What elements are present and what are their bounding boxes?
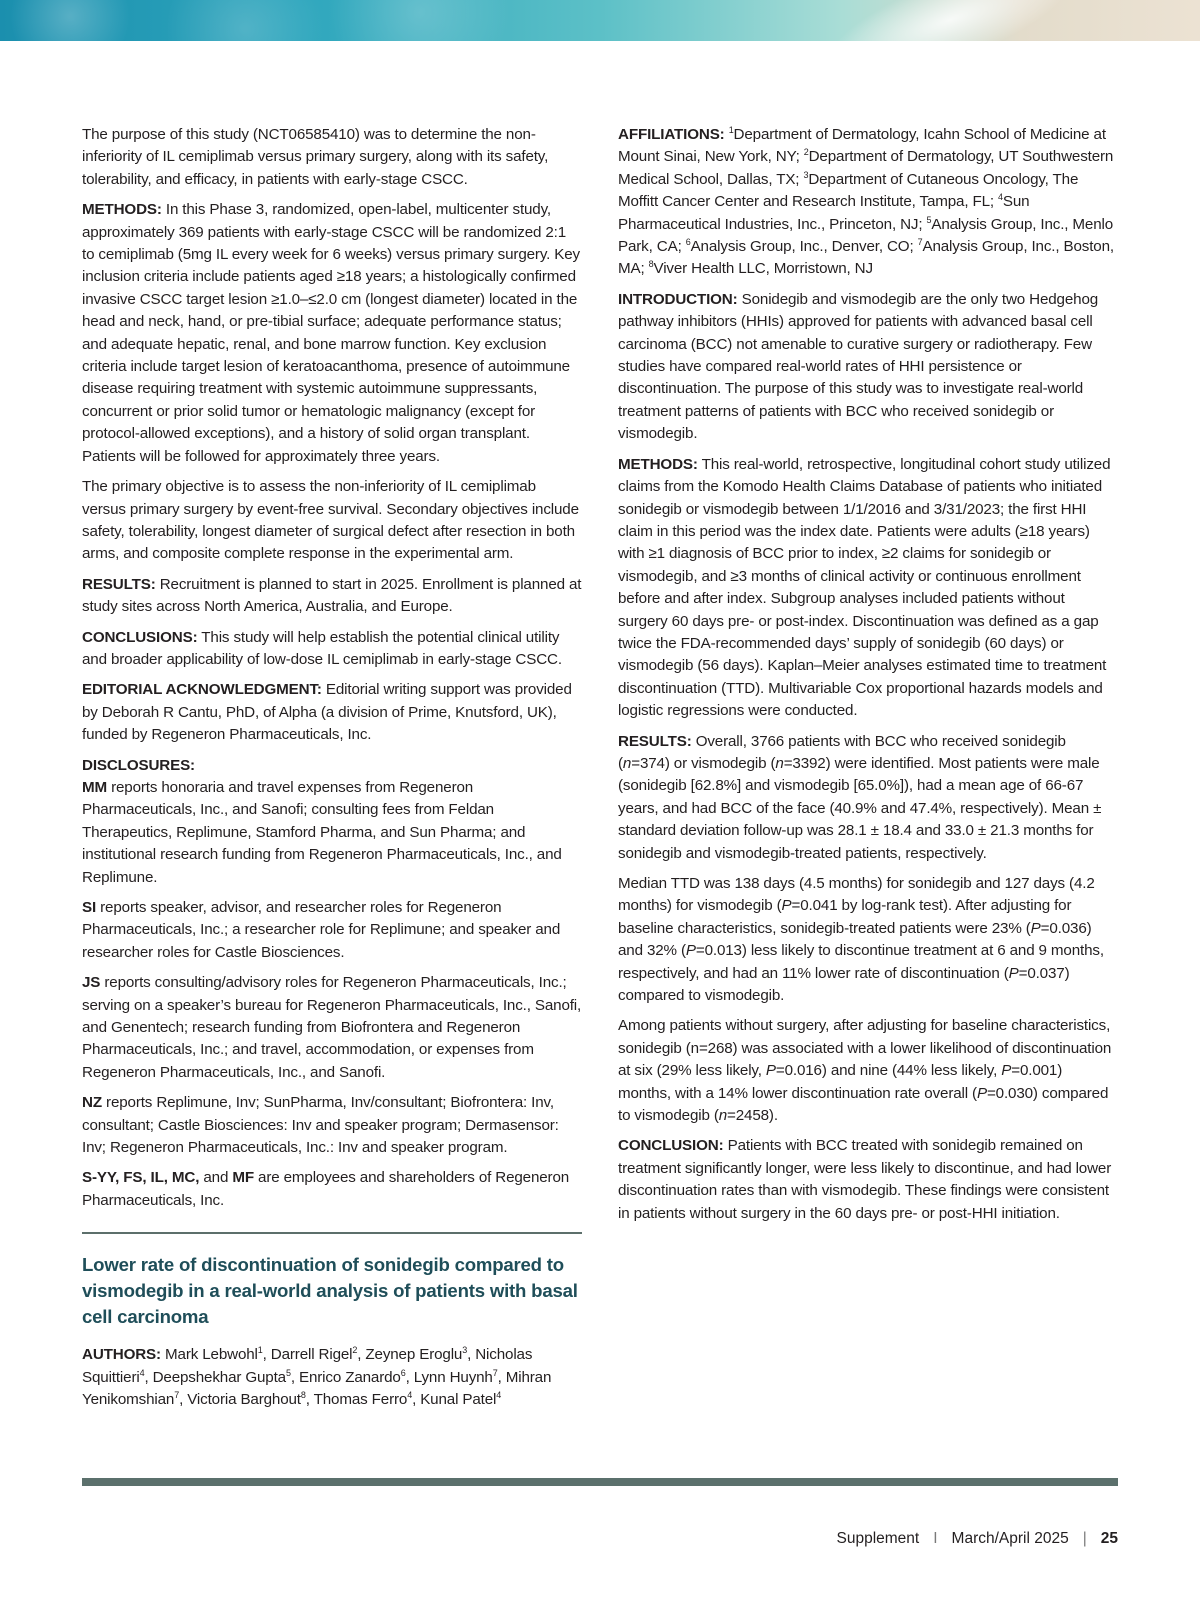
- disclosure-employees: S-YY, FS, IL, MC, and MF are employees and shareholders of Regeneron Pharmaceuticals, Inc.: [82, 1169, 570, 1209]
- author-name: Nicholas Squittieri: [82, 1346, 533, 1386]
- footer-publication: Supplement: [836, 1530, 920, 1547]
- conclusions-paragraph: [82, 627, 582, 672]
- author-affiliation-number: 4: [407, 1390, 413, 1401]
- affiliations-paragraph: [618, 124, 1118, 281]
- methods-paragraph: [82, 199, 582, 468]
- author-name: Zeynep Eroglu: [365, 1346, 463, 1364]
- affiliation-text: Analysis Group, Inc., Boston, MA;: [618, 238, 1114, 278]
- author-name: Thomas Ferro: [313, 1391, 408, 1409]
- author-name: Kunal Patel: [420, 1391, 497, 1409]
- author-affiliation-number: 4: [139, 1367, 145, 1378]
- affiliation-number: 5: [926, 214, 932, 225]
- conclusions-label: CONCLUSIONS:: [82, 628, 198, 646]
- author-affiliation-number: 7: [174, 1390, 180, 1401]
- author-affiliation-number: 2: [352, 1345, 358, 1356]
- author-affiliation-number: 6: [400, 1367, 406, 1378]
- disclosure-mm: MM reports honoraria and travel expenses from Regeneron Pharmaceuticals, Inc., and Sanofi; consulting fees from Feldan Therapeutics, Replimune, Stamford Pharma, and Sun Pharma; and institutional research funding from Regeneron Pharmaceuticals, Inc., and Replimune.: [82, 778, 562, 886]
- disclosures-heading: DISCLOSURES:: [82, 756, 195, 774]
- banner-wave-foam: [814, 0, 1086, 41]
- affiliation-number: 1: [728, 124, 734, 135]
- footer-separator: |: [1082, 1530, 1087, 1547]
- methods-label-right: METHODS:: [618, 455, 698, 473]
- disclosure-nz: NZ reports Replimune, Inv; SunPharma, Inv/consultant; Biofrontera: Inv, consultant; Castle Biosciences: Inv and speaker program; Dermasensor: Inv; Regeneron Pharmaceuticals, Inc.: Inv and speaker program.: [82, 1094, 559, 1157]
- author-name: Enrico Zanardo: [298, 1368, 401, 1386]
- authors-list: Mark Lebwohl$^1$, Darrell Rigel$^2$, Zeynep Eroglu$^3$, Nicholas Squittieri$^4$, Deepshekhar Gupta$^5$, Enrico Zanardo$^6$, Lynn Huynh$^7$, Mihran Yenikomshian$^7$, Victoria Barghout$^8$, Thomas Ferro$^4$, Kunal Patel$^4$: [82, 1345, 552, 1409]
- page-footer: [837, 1530, 1119, 1548]
- results-label-right: RESULTS:: [618, 732, 692, 750]
- header-banner-image: [0, 0, 1200, 41]
- author-affiliation-number: 7: [492, 1367, 498, 1378]
- bottom-rule: [82, 1478, 1118, 1486]
- author-name: Mark Lebwohl: [165, 1346, 258, 1364]
- methods-text: In this Phase 3, randomized, open-label, multicenter study, approximately 369 patients with early-stage CSCC will be randomized 2:1 to cemiplimab (5mg IL every week for 6 weeks) versus primary surgery. Key inclusion criteria include patients aged ≥18 years; a histologically confirmed invasive CSCC target lesion ≥1.0–≤2.0 cm (longest diameter) located in the head and neck, hand, or pre-tibial surface; adequate performance status; and adequate hepatic, renal, and bone marrow function. Key exclusion criteria include target lesion of keratoacanthoma, presence of autoimmune disease requiring treatment with systemic autoimmune suppressants, concurrent or prior solid tumor or hematologic malignancy (except for protocol-allowed exceptions), and a history of solid organ transplant. Patients will be followed for approximately three years.: [82, 201, 580, 465]
- introduction-label: INTRODUCTION:: [618, 290, 738, 308]
- purpose-paragraph: The purpose of this study (NCT06585410) was to determine the non-inferiority of IL cemiplimab versus primary surgery, along with its safety, tolerability, and efficacy, in patients with early-stage CSCC.: [82, 126, 549, 188]
- objective-paragraph: The primary objective is to assess the non-inferiority of IL cemiplimab versus primary surgery by event-free survival. Secondary objectives include safety, tolerability, longest diameter of surgical defect after resection in both arms, and composite complete response in the experimental arm.: [82, 478, 579, 563]
- author-name: Mihran Yenikomshian: [82, 1368, 552, 1409]
- subgroup-paragraph: Among patients without surgery, after adjusting for baseline characteristics, sonidegib (n=268) was associated with a lower likelihood of discontinuation at six (29% less likely, P=0.016) and nine (44% less likely, P=0.001) months, with a 14% lower discontinuation rate overall (P=0.030) compared to vismodegib (n=2458).: [618, 1017, 1112, 1125]
- disclosure-js: JS reports consulting/advisory roles for Regeneron Pharmaceuticals, Inc.; serving on a speaker’s bureau for Regeneron Pharmaceuticals, Inc., Sanofi, and Genentech; research funding from Biofrontera and Regeneron Pharmaceuticals, Inc.; and travel, accommodation, or expenses from Regeneron Pharmaceuticals, Inc., and Sanofi.: [82, 974, 582, 1081]
- affiliation-text: Viver Health LLC, Morristown, NJ: [653, 260, 873, 278]
- affiliation-text: Department of Dermatology, Icahn School of Medicine at Mount Sinai, New York, NY;: [618, 126, 1106, 166]
- affiliation-number: 4: [998, 192, 1003, 203]
- article-title: Lower rate of discontinuation of sonidegib compared to vismodegib in a real-world analysis of patients with basal cell carcinoma: [82, 1254, 578, 1328]
- affiliation-number: 3: [803, 169, 809, 180]
- editorial-paragraph: [82, 679, 582, 746]
- author-affiliation-number: 8: [300, 1390, 306, 1401]
- editorial-label: EDITORIAL ACKNOWLEDGMENT:: [82, 681, 322, 699]
- left-column: [82, 124, 582, 1420]
- banner-ocean-texture: [0, 0, 700, 41]
- affiliations-list: [618, 126, 1114, 277]
- results-paragraph: [82, 574, 582, 619]
- results-text: Recruitment is planned to start in 2025. Enrollment is planned at study sites across North America, Australia, and Europe.: [82, 575, 582, 616]
- conclusions-text: This study will help establish the potential clinical utility and broader applicability of low-dose IL cemiplimab in early-stage CSCC.: [82, 628, 562, 668]
- affiliation-text: Analysis Group, Inc., Menlo Park, CA;: [618, 215, 1114, 256]
- introduction-paragraph: INTRODUCTION: Sonidegib and vismodegib are the only two Hedgehog pathway inhibitors (HHIs) approved for patients with advanced basal cell carcinoma (BCC) not amenable to curative surgery or radiotherapy. Few studies have compared real-world rates of HHI persistence or discontinuation. The purpose of this study was to investigate real-world treatment patterns of patients with BCC who received sonidegib or vismodegib.: [618, 290, 1099, 443]
- affiliation-text: Department of Cutaneous Oncology, The Moffitt Cancer Center and Research Institute, Tampa, FL;: [618, 170, 1079, 211]
- conclusion-paragraph: CONCLUSION: Patients with BCC treated with sonidegib remained on treatment significantly longer, were less likely to discontinue, and had lower discontinuation rates than with vismodegib. These findings were consistent in patients without surgery in the 60 days pre- or post-HHI initiation.: [618, 1137, 1112, 1222]
- footer-separator: I: [933, 1530, 938, 1547]
- methods-paragraph-right: METHODS: This real-world, retrospective, longitudinal cohort study utilized claims from the Komodo Health Claims Database of patients who initiated sonidegib or vismodegib between 1/1/2016 and 3/31/2023; the first HHI claim in this period was the index date. Patients were adults (≥18 years) with ≥1 diagnosis of BCC prior to index, ≥2 claims for sonidegib or vismodegib, and ≥3 months of clinical activity or continuous enrollment before and after index. Subgroup analyses included patients without surgery 60 days pre- or post-index. Discontinuation was defined as a gap twice the FDA-recommended days’ supply of sonidegib (60 days) or vismodegib (56 days). Kaplan–Meier analyses estimated time to treatment discontinuation (TTD). Multivariable Cox proportional hazards models and logistic regressions were conducted.: [618, 455, 1111, 720]
- affiliation-number: 8: [648, 259, 654, 270]
- author-name: Victoria Barghout: [187, 1391, 301, 1409]
- author-name: Deepshekhar Gupta: [152, 1368, 286, 1386]
- affiliation-number: 6: [685, 236, 691, 247]
- affiliation-number: 7: [917, 236, 923, 247]
- disclosure-si: SI reports speaker, advisor, and researcher roles for Regeneron Pharmaceuticals, Inc.; a researcher role for Replimune; and speaker and researcher roles for Castle Biosciences.: [82, 899, 561, 961]
- author-affiliation-number: 5: [285, 1367, 291, 1378]
- section-divider: [82, 1232, 582, 1234]
- author-affiliation-number: 3: [462, 1345, 468, 1356]
- authors-label: AUTHORS:: [82, 1346, 161, 1364]
- right-column: [618, 124, 1118, 1233]
- author-affiliation-number: 4: [496, 1390, 502, 1401]
- editorial-text: Editorial writing support was provided by Deborah R Cantu, PhD, of Alpha (a division of Prime, Knutsford, UK), funded by Regeneron Pharmaceuticals, Inc.: [82, 681, 572, 744]
- results-paragraph-right: RESULTS: Overall, 3766 patients with BCC who received sonidegib (n=374) or vismodegib (n=3392) were identified. Most patients were male (sonidegib [62.8%] and vismodegib [65.0%]), had a mean age of 66-67 years, and had BCC of the face (40.9% and 47.4%, respectively). Mean ± standard deviation follow-up was 28.1 ± 18.4 and 33.0 ± 21.3 months for sonidegib and vismodegib-treated patients, respectively.: [618, 732, 1102, 862]
- footer-issue: March/April 2025: [951, 1530, 1069, 1547]
- results-label: RESULTS:: [82, 575, 156, 593]
- affiliation-text: Department of Dermatology, UT Southwestern Medical School, Dallas, TX;: [618, 148, 1114, 188]
- page-number: 25: [1100, 1530, 1118, 1547]
- methods-label: METHODS:: [82, 201, 162, 219]
- affiliation-number: 2: [803, 147, 809, 158]
- affiliations-label: AFFILIATIONS:: [618, 126, 725, 143]
- affiliation-text: Analysis Group, Inc., Denver, CO;: [690, 238, 918, 256]
- median-ttd-paragraph: Median TTD was 138 days (4.5 months) for sonidegib and 127 days (4.2 months) for vismodegib (P=0.041 by log-rank test). After adjusting for baseline characteristics, sonidegib-treated patients were 23% (P=0.036) and 32% (P=0.013) less likely to discontinue treatment at 6 and 9 months, respectively, and had an 11% lower rate of discontinuation (P=0.037) compared to vismodegib.: [618, 875, 1104, 1005]
- author-name: Darrell Rigel: [270, 1346, 353, 1364]
- affiliation-text: Sun Pharmaceutical Industries, Inc., Princeton, NJ;: [618, 193, 1030, 233]
- author-name: Lynn Huynh: [413, 1368, 493, 1386]
- author-affiliation-number: 1: [257, 1345, 263, 1356]
- conclusion-label: CONCLUSION:: [618, 1137, 724, 1155]
- authors-paragraph: [82, 1344, 582, 1411]
